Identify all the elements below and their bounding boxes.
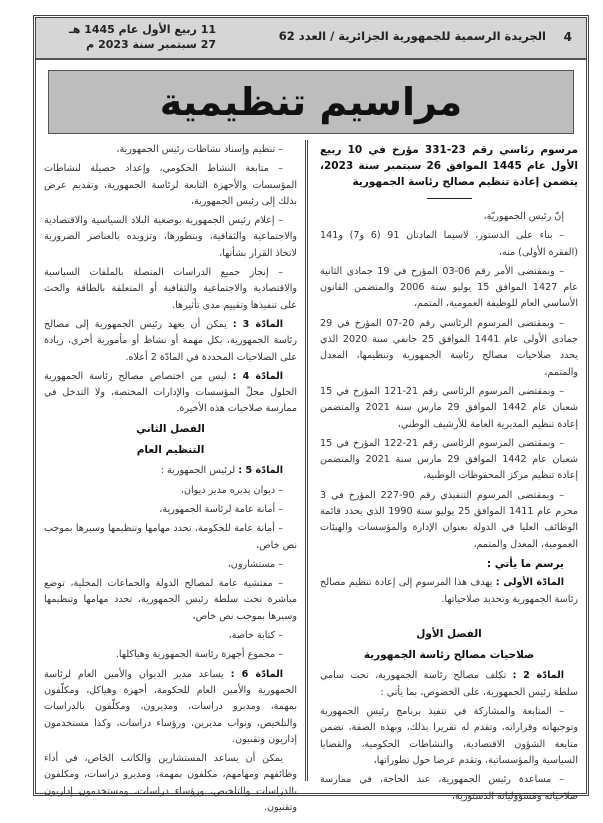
decrees-heading: يرسم ما يأتي :	[486, 557, 564, 570]
article-6	[44, 667, 297, 748]
list-item: – أمانة عامة لرئاسة الجمهورية،	[159, 503, 283, 515]
list-item: – مفتشية عامة لمصالح الدولة والجماعات المحلية، توضع مباشرة تحت سلطة رئيس الجمهورية، تحدد مهامها وتنظيمها وسيرها بموجب نص خاص،	[44, 578, 297, 622]
list-item: – تنظيم وإسناد نشاطات رئيس الجمهورية،	[116, 144, 283, 155]
chapter-title: التنظيم العام	[136, 444, 205, 457]
article-label: المادّة 4 :	[232, 370, 283, 382]
article-text: تكلف مصالح رئاسة الجمهورية، تحت سامي سلطة رئيس الجمهورية، على الخصوص، بما يأتي :	[320, 670, 578, 698]
list-item: – ديوان يديره مدير ديوان،	[180, 484, 283, 496]
chapter-title: صلاحيات مصالح رئاسة الجمهورية	[363, 649, 535, 662]
article-text: ليس من اختصاص مصالح رئاسة الجمهورية الحلول محلّ المؤسسات والإدارات المختصة، ولا التدخل في ممارسة صلاحيات هذه الأخيرة.	[44, 370, 297, 415]
article-4	[44, 369, 297, 418]
chapter-heading: الفصل الأول	[416, 627, 482, 640]
article-text: يهدف هذا المرسوم إلى إعادة تنظيم مصالح رئاسة الجمهورية وتحديد صلاحياتها.	[320, 577, 578, 605]
article-text: يمكن أن يعهد رئيس الجمهورية إلى مصالح رئاسة الجمهورية، بكل مهمة أو نشاط أو مأمورية أخرى، زيادة على الصلاحيات المحددة في المادّة 2 أعلاه.	[44, 318, 297, 363]
list-item: – مساعدة رئيس الجمهورية، عند الحاجة، في ممارسة صلاحياته ومسؤولياته الدستورية،	[320, 774, 578, 802]
article-label: المادّة 5 :	[238, 465, 283, 477]
paragraph: – وبمقتضى الأمر رقم 06-03 المؤرخ في 19 جمادى الثانية عام 1427 الموافق 15 يوليو سنة 2006 والمتضمن القانون الأساسي العام للوظيفة العمومية، المتمم،	[320, 265, 578, 310]
article-label: المادّة 3 :	[232, 318, 283, 330]
article-text: يساعد مدير الديوان والأمين العام لرئاسة الجمهورية والأمين العام للحكومة، أجهزة وهياكل، ومكلّفون بمهمة، ومديرو دراسات، ومديرون، ومكلّفون بالدراسات والتلخيص، ونواب مديرين، ورؤساء دراسات، وكذا مستخدمون إداريون وتقنيون.	[44, 668, 297, 745]
list-item: – إنجاز جميع الدراسات المتصلة بالملفات السياسية والاقتصادية والاجتماعية والثقافية أو المتعلقة بالطاقة والحث على تنفيذها وتقييم مدى تأثيرها.	[44, 267, 297, 311]
list-item: – مجموع أجهزة رئاسة الجمهورية وهياكلها.	[115, 649, 283, 661]
chapter-heading: الفصل الثاني	[136, 422, 205, 435]
article-label: المادّة 6 :	[230, 668, 283, 680]
paragraph: – وبمقتضى المرسوم الرئاسي رقم 20-07 المؤرخ في 29 جمادى الأولى عام 1441 الموافق 25 جانفي سنة 2020 الذي يحدد صلاحيات مصالح رئاسة الجمهورية وتنظيمها، المعدل والمتمم،	[320, 317, 578, 378]
paragraph: – وبمقتضى المرسوم الرئاسي رقم 21-122 المؤرخ في 15 شعبان عام 1442 الموافق 29 مارس سنة 2021 والمتضمن إعادة تنظيم مركز المحفوظات الوطنية،	[320, 437, 579, 482]
section-title: مراسيم تنظيمية	[48, 70, 574, 134]
list-item: – مستشارون،	[227, 558, 283, 570]
journal-title: الجريدة الرسمية للجمهورية الجزائرية / العدد 62	[278, 29, 546, 43]
list-item: – أمانة عامة للحكومة، تحدد مهامها وتنظيمها وسيرها بموجب نص خاص،	[44, 523, 297, 551]
paragraph: – وبمقتضى المرسوم التنفيذي رقم 90-227 المؤرخ في 3 محرم عام 1411 الموافق 25 يوليو سنة 1990 الذي يحدد قائمة الوظائف العليا في الدولة بعنوان الإدارة والمؤسسات والهيئات العمومية، المعدل والمتمم،	[320, 489, 578, 550]
list-item: – متابعة النشاط الحكومي، وإعداد حصيلة لنشاطات المؤسسات والأجهزة التابعة لرئاسة الجمهورية، وتقديم عرض بذلك إلى رئيس الجمهورية،	[44, 163, 297, 207]
list-item: – كتابة خاصة،	[228, 630, 283, 642]
article-label: المادّة الأولى :	[495, 577, 565, 589]
list-item: – إعلام رئيس الجمهورية بوضعية البلاد السياسية والاقتصادية والاجتماعية والثقافية، وبتطورها، وتزويده بالعناصر الضرورية لاتخاذ القرار بشأنها،	[44, 215, 297, 259]
decree-title: مرسوم رئاسي رقم 23-331 مؤرخ في 10 ربيع الأول عام 1445 الموافق 26 سبتمبر سنة 2023، يتضمن إعادة تنظيم مصالح رئاسة الجمهورية	[320, 144, 579, 188]
gazette-page	[33, 15, 589, 813]
issue-date	[46, 22, 216, 52]
page-number: 4	[563, 30, 572, 44]
article-1	[320, 575, 578, 608]
article-text: لرئيس الجمهورية :	[160, 465, 239, 477]
article-5	[44, 463, 297, 479]
date-gregorian: 27 سبتمبر سنة 2023 م	[86, 38, 216, 51]
right-column	[320, 142, 578, 808]
list-item: – المتابعة والمشاركة في تنفيذ برنامج رئيس الجمهورية وتوجيهاته وقراراته، وتقدم له تقريرا بذلك، وبهذه الصفة، تضمن متابعة الشؤون الاقتصادية، والنشاطات الحكومية، والقضايا السياسية والمؤسساتية، وتقدم عرضا حول تطوراتها،	[320, 706, 578, 766]
page-header	[36, 18, 586, 60]
separator	[427, 198, 472, 199]
article-2	[320, 668, 578, 701]
date-hijri: 11 ربيع الأول عام 1445 هـ	[69, 23, 216, 36]
column-divider	[305, 140, 311, 781]
article-label: المادّة 2 :	[512, 670, 564, 682]
paragraph: – وبمقتضى المرسوم الرئاسي رقم 21-121 المؤرخ في 15 شعبان عام 1442 الموافق 29 مارس سنة 2021 والمتضمن إعادة تنظيم المديرية العامة للأرشيف الوطني،	[320, 385, 579, 430]
article-3	[44, 317, 297, 366]
opening: إنّ رئيس الجمهوريّة،	[483, 211, 564, 222]
paragraph: يمكن أن يساعد المستشارين والكاتب الخاص، في أداء وظائفهم ومهامهم، مكلفون بمهمة، ومديرو دراسات، ومكلفون بالدراسات والتلخيص، ورؤساء دراسات، ومستخدمون إداريون وتقنيون.	[44, 753, 297, 813]
paragraph: – بناء على الدستور، لاسيما المادتان 91 (6 و7) و141 (الفقرة الأولى) منه،	[320, 230, 578, 258]
left-column	[44, 142, 297, 819]
